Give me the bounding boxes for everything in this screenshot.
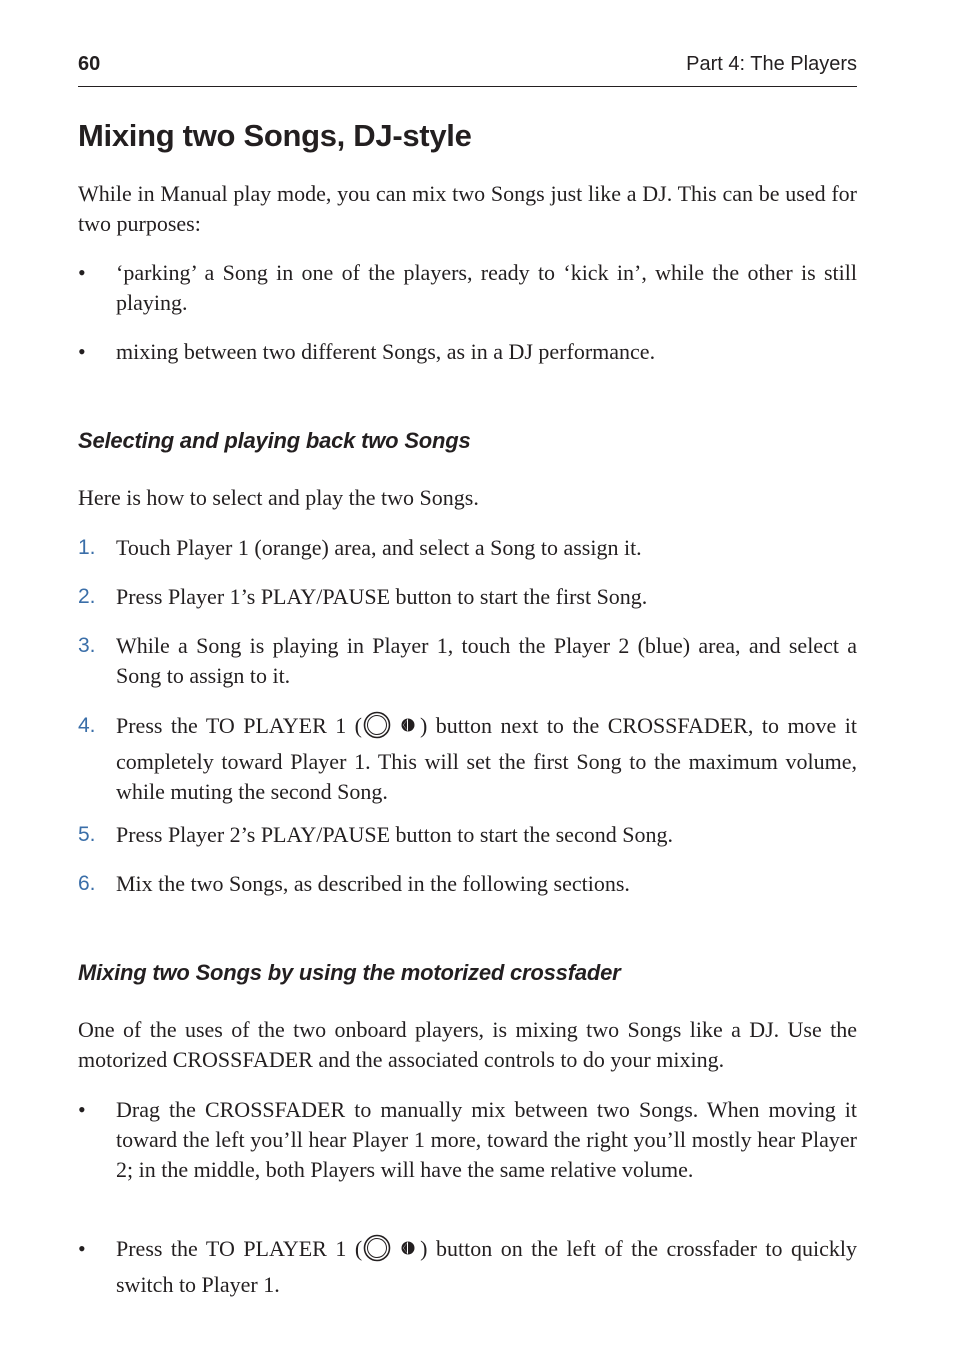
- list-item: [78, 258, 857, 318]
- running-title: Part 4: The Players: [686, 53, 857, 75]
- list-item: [78, 337, 857, 367]
- page-header: [78, 52, 857, 87]
- page-title: Mixing two Songs, DJ-style: [78, 118, 472, 153]
- bullet-marker: •: [78, 260, 86, 285]
- list-item: [78, 582, 857, 612]
- section-heading-selecting: Selecting and playing back two Songs: [78, 428, 471, 453]
- list-item: [78, 631, 857, 691]
- step-text: Press Player 2’s PLAY/PAUSE button to start the second Song.: [116, 822, 673, 847]
- step-number: 1.: [78, 536, 96, 559]
- step-number: 5.: [78, 823, 96, 846]
- step-text: [116, 711, 857, 807]
- to-player-1-button-icon: [363, 1234, 419, 1270]
- step-text: Press Player 1’s PLAY/PAUSE button to start the first Song.: [116, 584, 648, 609]
- step-text-part: Press the TO PLAYER 1 (: [116, 713, 363, 738]
- list-item-text: mixing between two different Songs, as in a DJ performance.: [116, 339, 656, 364]
- list-item: [78, 1095, 857, 1185]
- to-player-1-button-icon: [363, 711, 419, 747]
- list-item: [78, 869, 857, 899]
- list-item: [78, 1234, 857, 1300]
- list-item-text: Drag the CROSSFADER to manually mix between two Songs. When moving it toward the left you’ll hear Player 1 more, toward the right you’ll mostly hear Player 2; in the middle, both Players will have the same relative volume.: [116, 1097, 857, 1182]
- page-number: 60: [78, 53, 101, 75]
- step-text: Touch Player 1 (orange) area, and select a Song to assign it.: [116, 535, 642, 560]
- list-item-text: [116, 1234, 857, 1300]
- bullet-marker: •: [78, 1236, 86, 1261]
- list-item-text-part: Press the TO PLAYER 1 (: [116, 1236, 363, 1261]
- step-text: While a Song is playing in Player 1, touch the Player 2 (blue) area, and select a Song to assign to it.: [116, 633, 857, 688]
- step-number: 2.: [78, 585, 96, 608]
- step-text-part: ) button next to the CROSSFADER, to move it completely toward Player 1. This will set the first Song to the maximum volume, while muting the second Song.: [116, 713, 857, 804]
- list-item-text: ‘parking’ a Song in one of the players, ready to ‘kick in’, while the other is still playing.: [116, 260, 857, 315]
- section-heading-crossfader: Mixing two Songs by using the motorized crossfader: [78, 960, 621, 985]
- list-item: [78, 533, 857, 563]
- list-item-text-part: ) button on the left of the crossfader to quickly switch to Player 1.: [116, 1236, 857, 1297]
- step-text: Mix the two Songs, as described in the following sections.: [116, 871, 630, 896]
- step-number: 6.: [78, 872, 96, 895]
- bullet-marker: •: [78, 1097, 86, 1122]
- intro-paragraph: While in Manual play mode, you can mix two Songs just like a DJ. This can be used for two purposes:: [78, 181, 857, 236]
- bullet-marker: •: [78, 339, 86, 364]
- list-item: [78, 711, 857, 807]
- step-number: 4.: [78, 714, 96, 737]
- section2-lead: One of the uses of the two onboard players, is mixing two Songs like a DJ. Use the motorized CROSSFADER and the associated controls to do your mixing.: [78, 1017, 857, 1072]
- list-item: [78, 820, 857, 850]
- section1-lead: Here is how to select and play the two Songs.: [78, 485, 479, 510]
- step-number: 3.: [78, 634, 96, 657]
